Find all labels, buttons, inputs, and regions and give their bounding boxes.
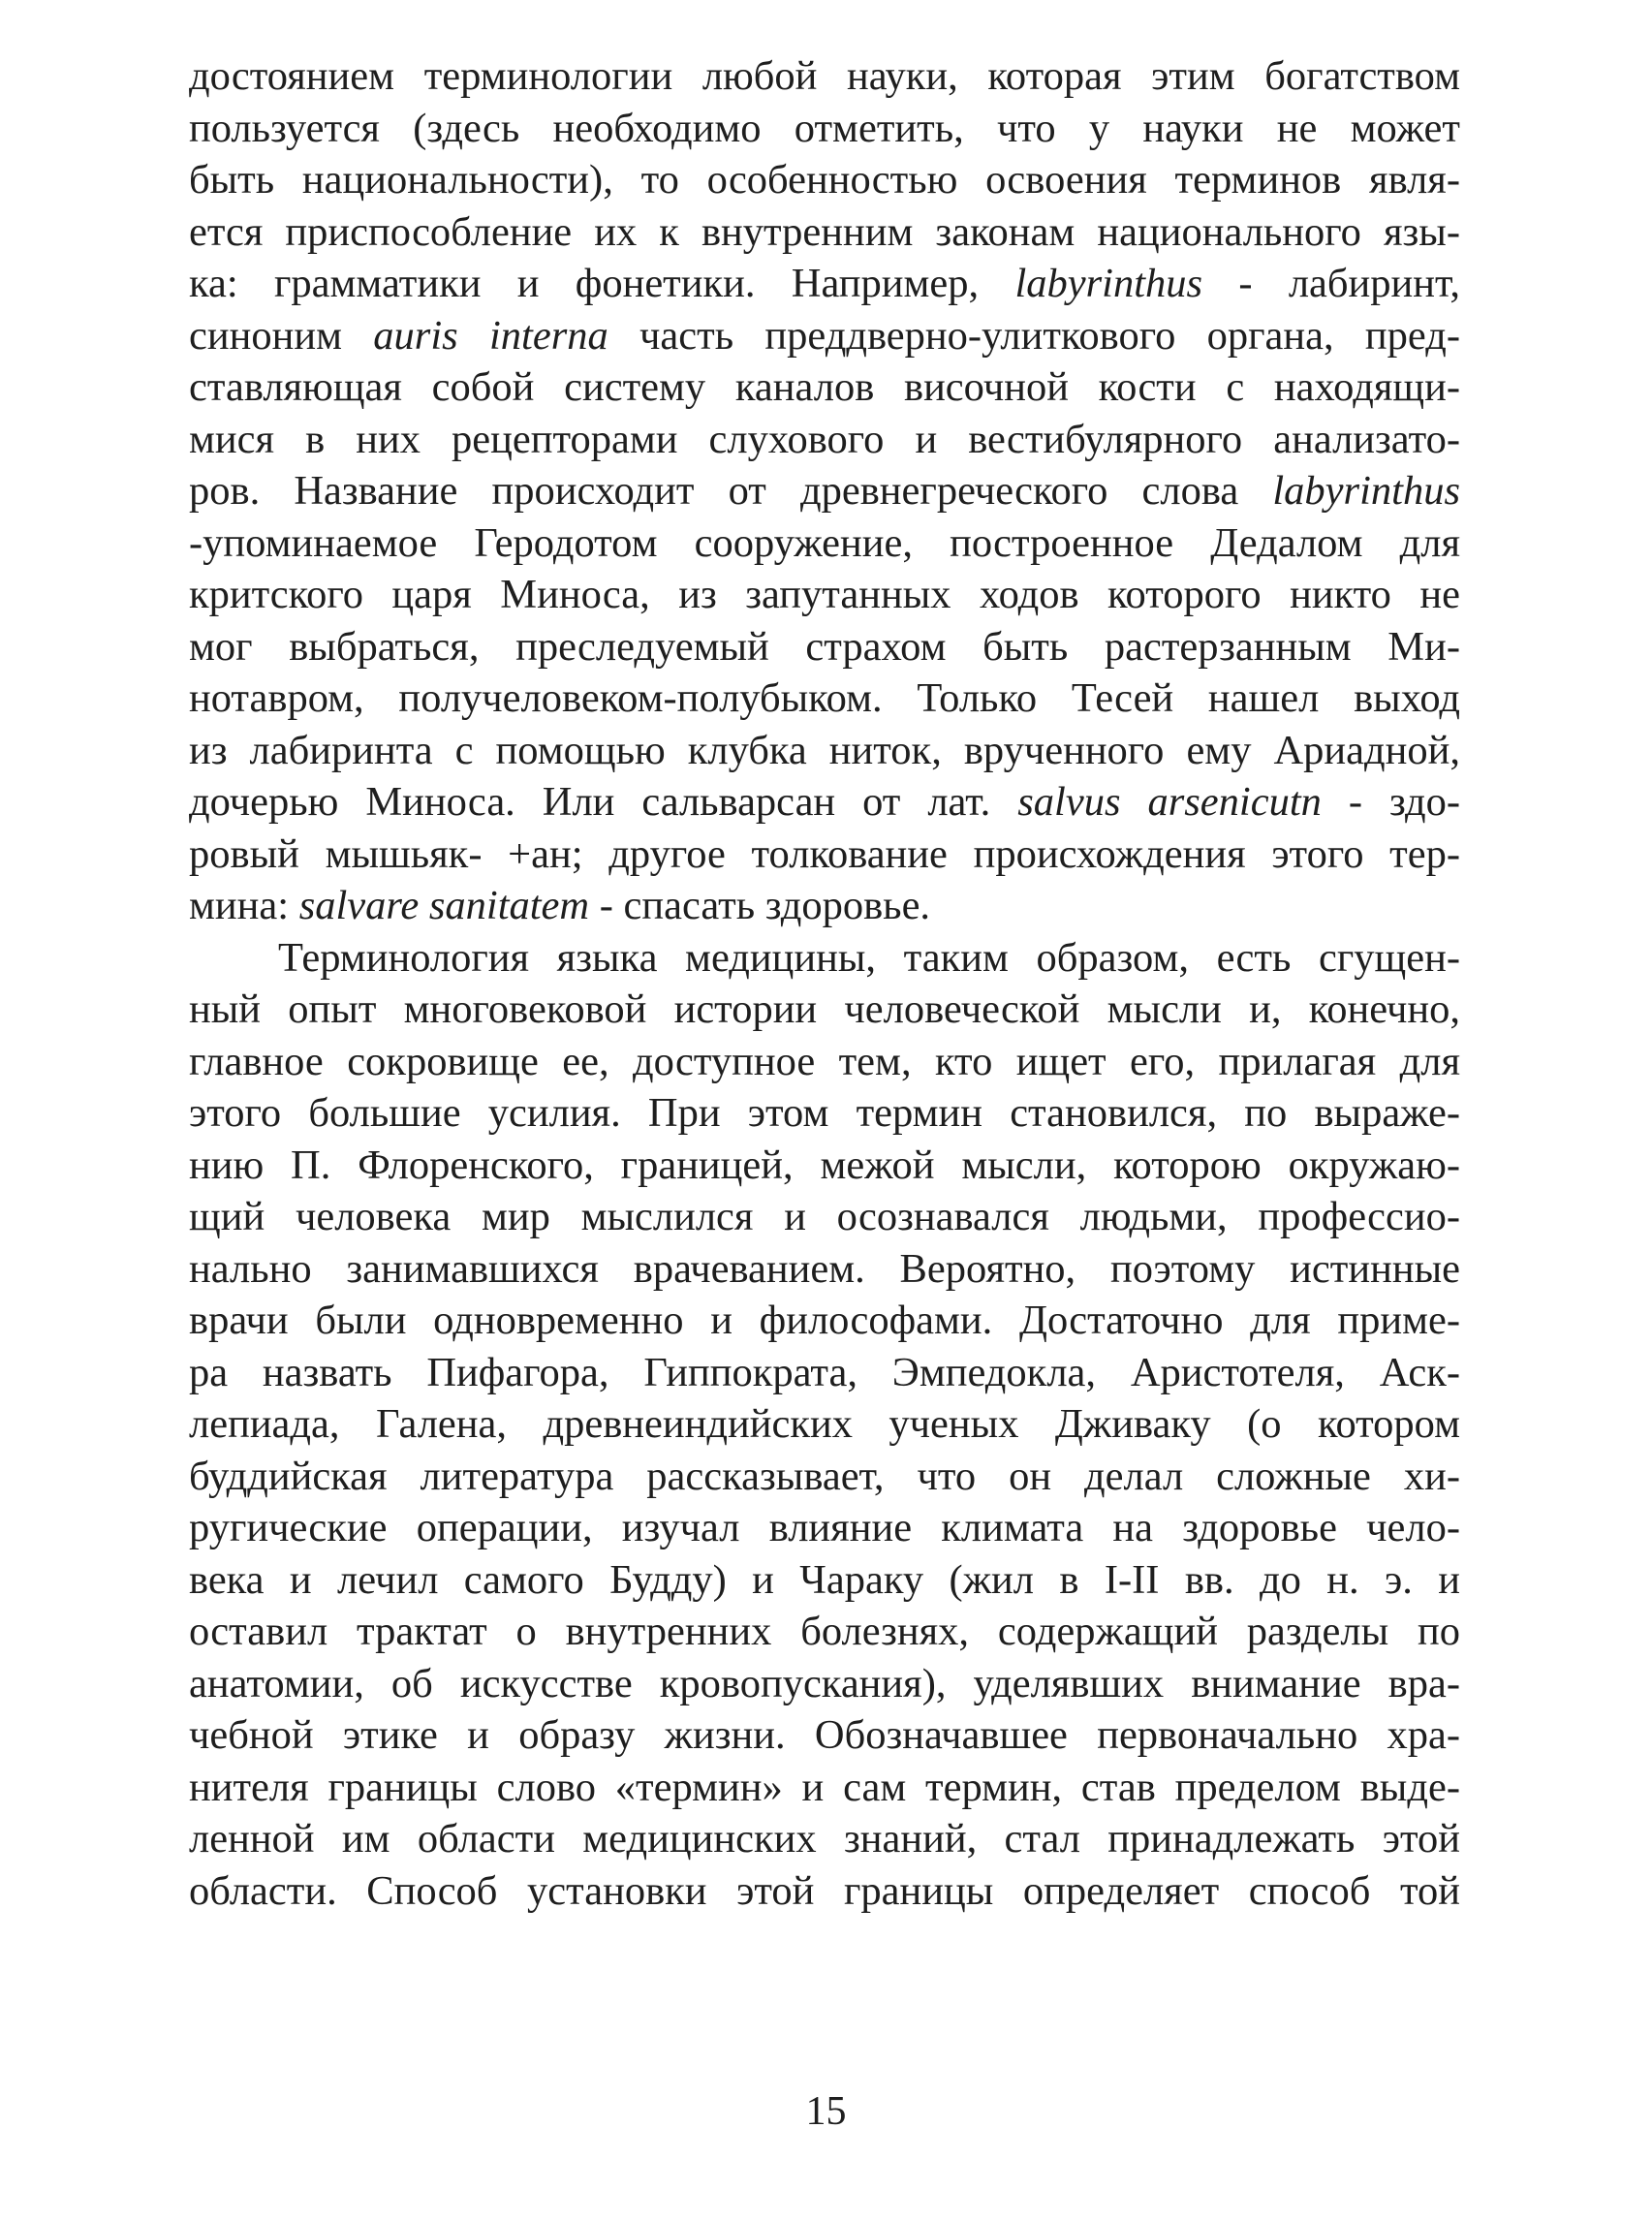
text-segment: - здо- <box>1348 779 1460 825</box>
text-line <box>189 465 1460 517</box>
text-line: критского царя Миноса, из запутанных ходов которого никто не <box>189 572 1460 617</box>
text-line: ругические операции, изучал влияние климата на здоровье чело- <box>189 1505 1460 1550</box>
text-segment: - лабиринт, <box>1238 261 1460 306</box>
paragraph-2 <box>189 932 1460 1918</box>
latin-term: auris interna <box>373 312 608 359</box>
text-line: буддийская литература рассказывает, что он делал сложные хи- <box>189 1453 1460 1499</box>
text-line: нально занимавшихся врачеванием. Вероятно, поэтому истинные <box>189 1245 1460 1292</box>
text-line: врачи были одновременно и философами. Достаточно для приме- <box>189 1298 1460 1343</box>
paragraph-1 <box>189 50 1460 932</box>
text-line: мися в них рецепторами слухового и вестибулярного анализато- <box>189 416 1460 462</box>
text-line: пользуется (здесь необходимо отметить, что у науки не может <box>189 105 1460 151</box>
text-segment: ка: грамматики и фонетики. Например, <box>189 261 980 306</box>
text-line: нию П. Флоренского, границей, межой мысли, которою окружаю- <box>189 1142 1460 1188</box>
text-line <box>189 880 1460 932</box>
text-line: чебной этике и образу жизни. Обозначавшее первоначально хра- <box>189 1712 1460 1758</box>
text-line: ный опыт многовековой истории человеческой мысли и, конечно, <box>189 986 1460 1032</box>
text-line: мог выбраться, преследуемый страхом быть растерзанным Ми- <box>189 623 1460 670</box>
text-line: -упоминаемое Геродотом сооружение, построенное Дедалом для <box>189 519 1460 566</box>
text-line: ется приспособление их к внутренним законам национального язы- <box>189 208 1460 255</box>
latin-term: labyrinthus <box>1272 468 1460 514</box>
text-line: ра назвать Пифагора, Гиппократа, Эмпедокла, Аристотеля, Аск- <box>189 1349 1460 1395</box>
text-line: Терминология языка медицины, таким образом, есть сгущен- <box>278 934 1460 981</box>
text-segment: дочерью Миноса. Или сальварсан от лат. <box>189 779 991 825</box>
latin-term: salvare sanitatem <box>298 883 590 928</box>
text-line <box>189 776 1460 829</box>
text-segment: ров. Название происходит от древнегреческого слова <box>189 468 1239 514</box>
text-line <box>189 310 1460 362</box>
text-line: щий человека мир мыслился и осознавался людьми, профессио- <box>189 1194 1460 1239</box>
text-line: главное сокровище ее, доступное тем, кто ищет его, прилагая для <box>189 1038 1460 1084</box>
page-number: 15 <box>805 2089 847 2134</box>
text-line: ставляющая собой систему каналов височной кости с находящи- <box>189 364 1460 410</box>
latin-term: labyrinthus <box>1014 261 1203 306</box>
text-segment: синоним <box>189 312 342 359</box>
text-line: оставил трактат о внутренних болезнях, содержащий разделы по <box>189 1609 1460 1654</box>
text-line: нителя границы слово «термин» и сам термин, став пределом выде- <box>189 1764 1460 1810</box>
text-line: ленной им области медицинских знаний, стал принадлежать этой <box>189 1816 1460 1862</box>
latin-term: salvus arsenicutn <box>1017 779 1322 825</box>
text-segment: часть преддверно-улиткового органа, пред- <box>639 312 1460 359</box>
text-segment: мина: <box>189 883 290 928</box>
body-text <box>189 50 1460 1917</box>
text-line: нотавром, получеловеком-полубыком. Только Тесей нашел выход <box>189 675 1460 721</box>
text-line <box>189 258 1460 310</box>
text-line: этого большие усилия. При этом термин становился, по выраже- <box>189 1090 1460 1136</box>
text-line: ровый мышьяк- +ан; другое толкование происхождения этого тер- <box>189 830 1460 877</box>
text-line: анатомии, об искусстве кровопускания), уделявших внимание вра- <box>189 1660 1460 1706</box>
text-line: века и лечил самого Будду) и Чараку (жил в I-II вв. до н. э. и <box>189 1556 1460 1603</box>
text-line: из лабиринта с помощью клубка ниток, врученного ему Ариадной, <box>189 727 1460 773</box>
text-line: области. Способ установки этой границы определяет способ той <box>189 1867 1460 1914</box>
text-segment: - спасать здоровье. <box>599 883 931 928</box>
text-line: лепиада, Галена, древнеиндийских ученых Дживаку (о котором <box>189 1401 1460 1447</box>
text-line: достоянием терминологии любой науки, которая этим богатством <box>189 53 1460 99</box>
text-line: быть национальности), то особенностью освоения терминов явля- <box>189 157 1460 203</box>
